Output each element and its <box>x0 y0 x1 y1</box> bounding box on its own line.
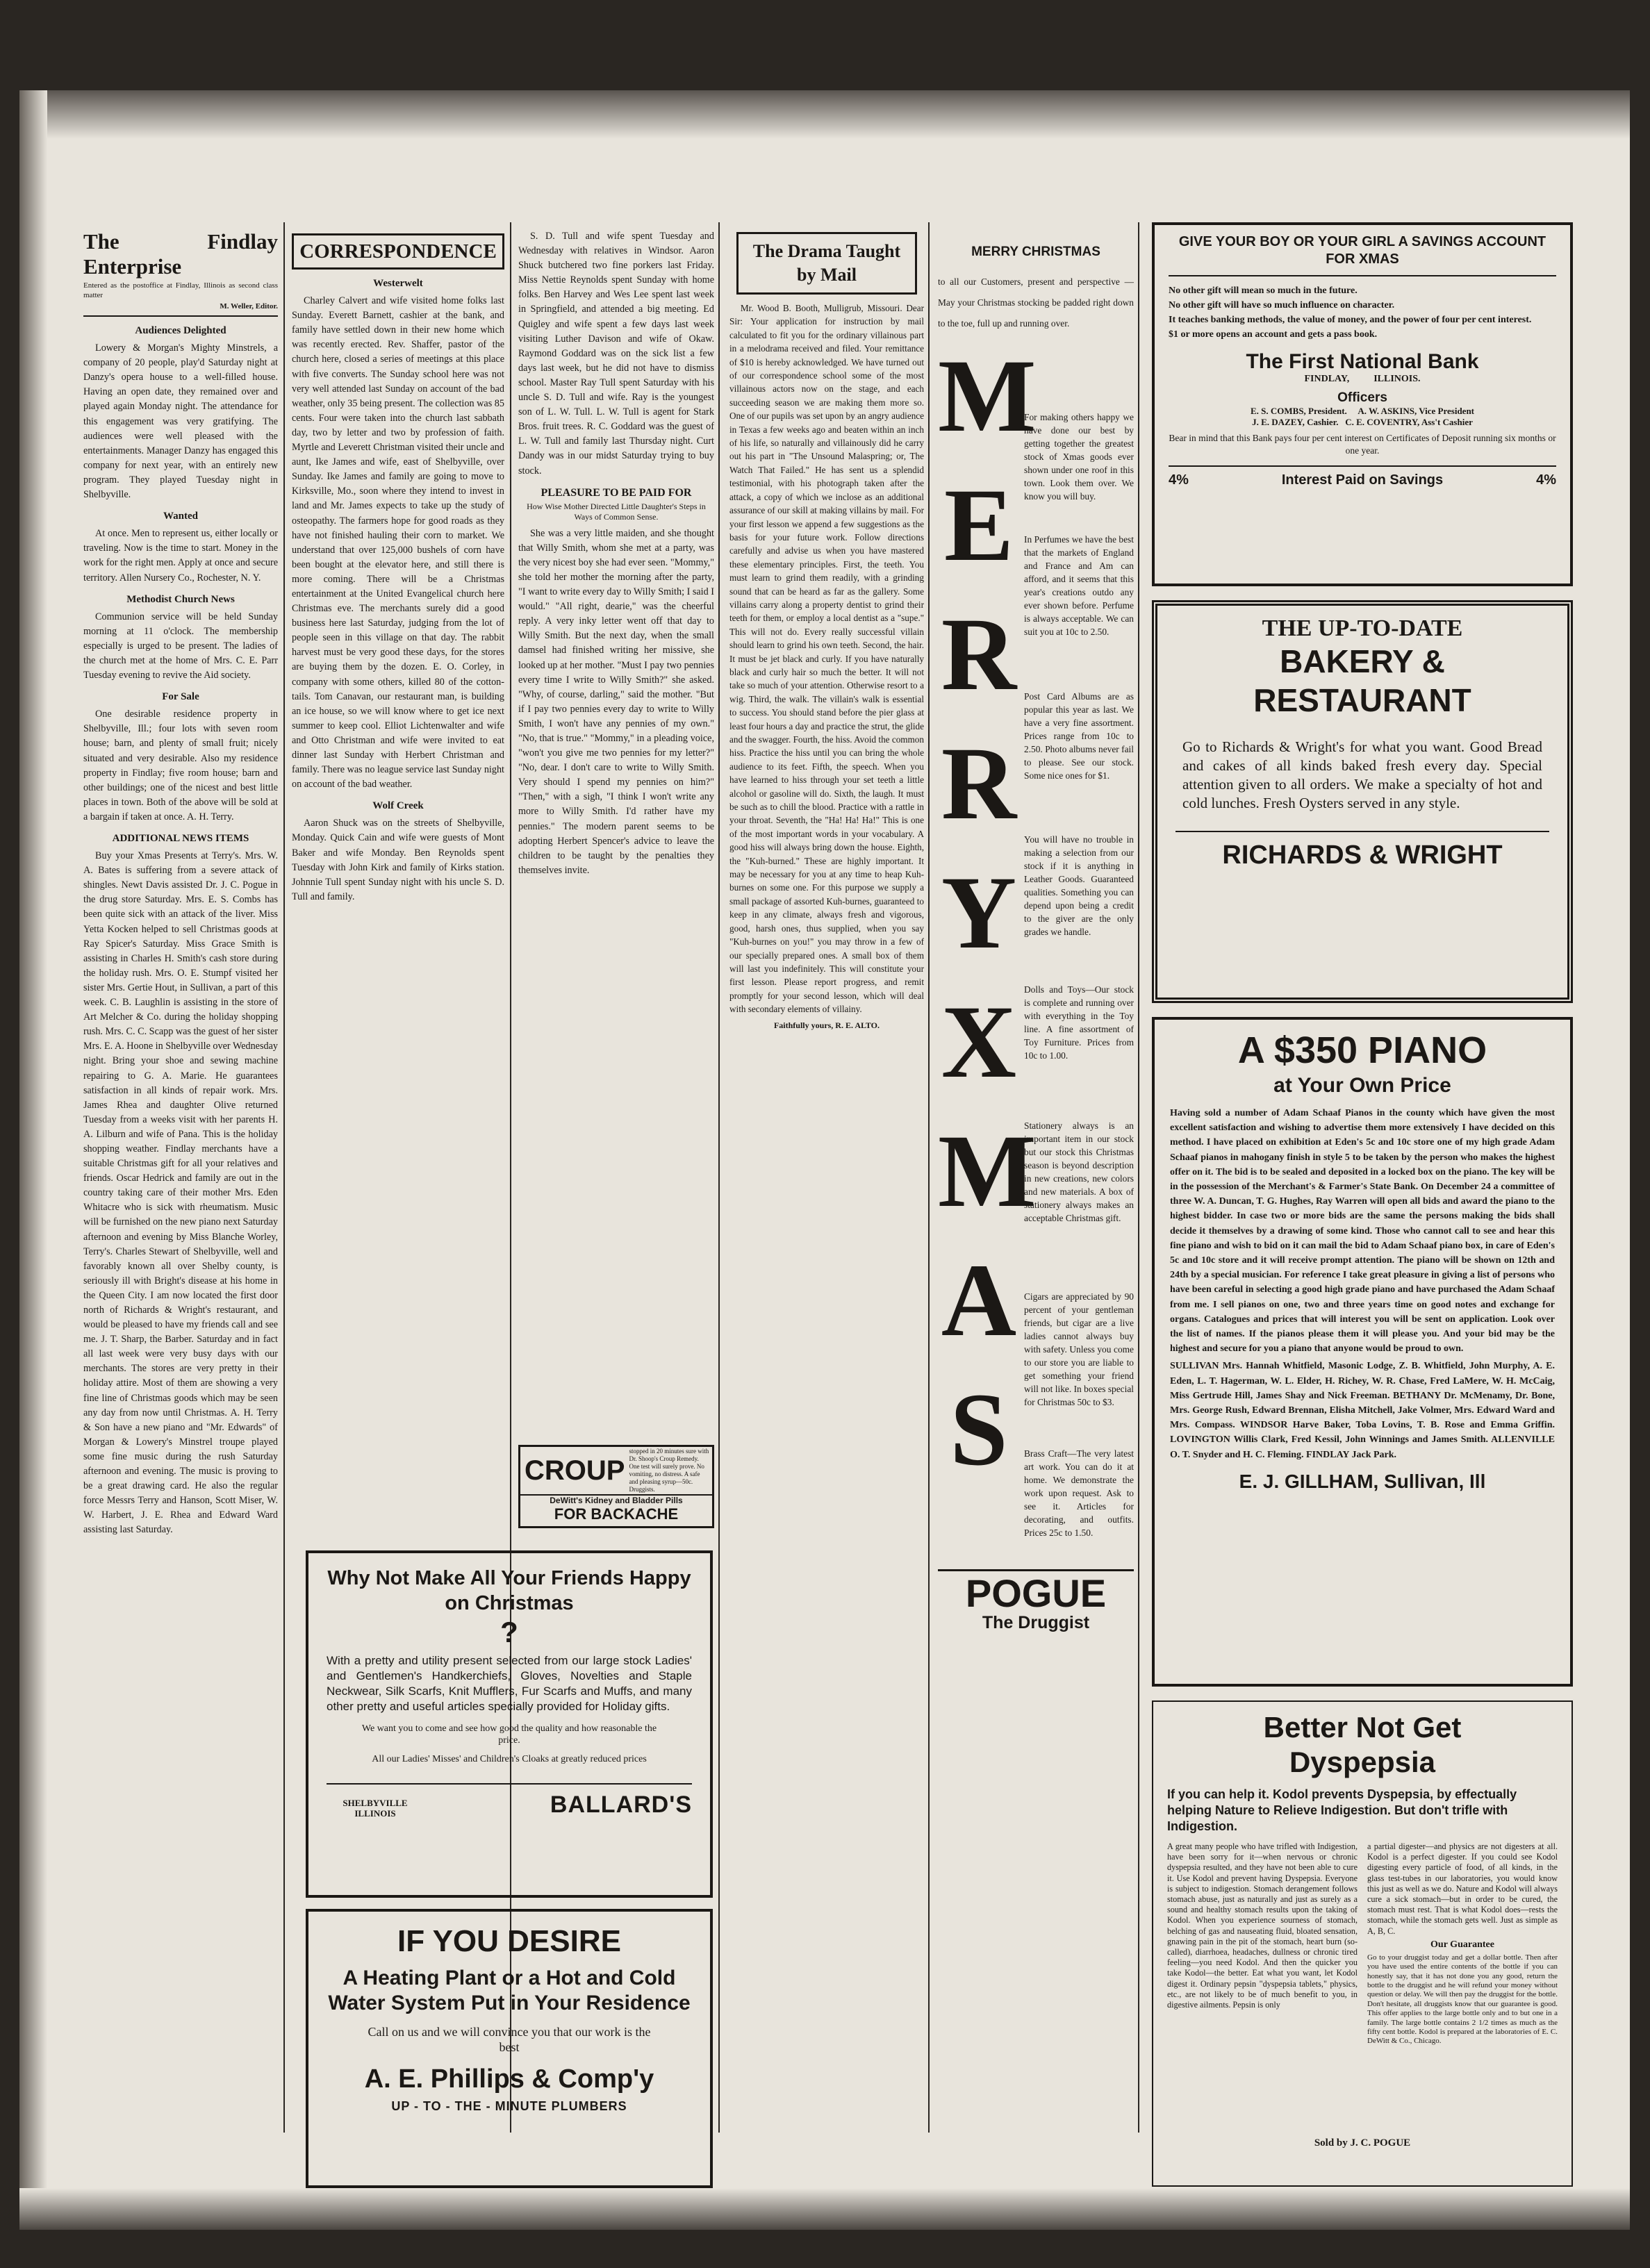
piano-subheadline: at Your Own Price <box>1273 1074 1451 1097</box>
dewitt-pills: DeWitt's Kidney and Bladder Pills <box>550 1496 683 1505</box>
bank-location: FINDLAY, ILLINOIS. <box>1304 374 1421 384</box>
masthead <box>83 229 278 317</box>
section-text: Charley Calvert and wife visited home folks last Sunday. Everett Barnett, cashier at the bank, and family have settled down in their new home which was recently erected. Rev. Shaffer, pastor of the church here, closed a series of meetings at this place with five converts. The Sunday school here was not very well attended last Sunday on account of the bad weather, only 35 being present. The collection was 85 cents. Four were taken into the church last sabbath day, two by letter and two by profession of faith. Myrtle and Leverett Christman visited their uncle and aunt, Ike James and wife, east of Shelbyville, over Sunday. Ike James and family are going to move to Kirksville, Mo., soon where they intend to invest in land and Mr. James expects to take up the study of osteopathy. The farmers hope for good roads as they have not finished hauling their corn to market. We understand that over 125,000 bushels of corn have been bought at the elevator here, and still there is more coming. There will be a Christmas entertainment at the United Evangelical church here Christmas eve. The merchants surely did a good business here last Saturday, judging from the lot of people seen in this village on that day. The rabbit harvest must be very good these days, for the stores are buying them by the dozen. E. O. Corley, in company with some others, killed 80 of the cotton-tails. Tom Canavan, our restaurant man, is building an ice house, so we will know where to get ice next summer to keep cool. Elliot Lichtenwalter and wife and Otto Christman and wife were invited to eat dinner last Sunday with Herbert Christman and family. There was no league service last Sunday night on account of the bad weather. <box>292 295 504 791</box>
column-1 <box>83 229 278 2139</box>
article-heading: Audiences Delighted <box>135 325 226 336</box>
pogue-note: Stationery always is an important item in our stock but our stock this Christmas season is beyond description in new creations, new colors and new materials. A box of stationery always makes an acceptable Christmas gift. <box>1024 1120 1134 1224</box>
pogue-note: In Perfumes we have the best that the markets of England and France and Am can afford, and it seems that this year's creations outdo any ever shown before. Perfume is always acceptable. We can suit you at 10c to 2.50. <box>1024 534 1134 638</box>
kodol-guarantee-heading: Our Guarantee <box>1430 1939 1494 1950</box>
news-text: S. D. Tull and wife spent Tuesday and Wednesday with relatives in Windsor. Aaron Shuck butchered two fine porkers last Friday. Miss Nettie Reynolds spent Sunday with home folks. Ben Harvey and Wes Lee spent last week in Springfield, and attended a big meeting. Ed Quigley and wife spent a few days last week visiting Luther Davison and wife of Okaw. Raymond Goddard was on the sick list a few days last week, but he did not have to dismiss school. Master Ray Tull spent Saturday with his uncle S. D. Tull and wife. Ray is the youngest son of L. W. Tull. L. W. Tull is agent for Stark Bros. fruit trees. R. C. Goddard was the guest of L. W. Tull and family last Thursday night. Curt Dandy was in our midst Saturday trying to buy stock. <box>518 231 714 477</box>
pogue-name: POGUE <box>938 1569 1134 1616</box>
ballards-title: Why Not Make All Your Friends Happy on Christmas <box>327 1567 691 1614</box>
article-text: At once. Men to represent us, either locally or traveling. Now is the time to start. Money in the work for the right men. Apply at once and secure territory. Allen Nursery Co., Rochester, N. Y. <box>83 528 278 583</box>
bank-ad <box>1152 222 1573 586</box>
phillips-heading: IF YOU DESIRE <box>397 1924 621 1958</box>
bank-name: The First National Bank <box>1246 350 1479 373</box>
bakery-headline-2: BAKERY & RESTAURANT <box>1253 643 1471 718</box>
bakery-ad <box>1152 600 1573 1003</box>
bank-reason-2: No other gift will have so much influence on character. <box>1169 300 1395 311</box>
story-title: PLEASURE TO BE PAID FOR <box>541 486 692 499</box>
ballards-note-quality: We want you to come and see how good the quality and how reasonable the price. <box>361 1723 657 1746</box>
pogue-note: You will have no trouble in making a selection from our stock if it is anything in Leather Goods. Guaranteed qualities. Something you can depend upon being a credit to the giver are the only grades we handle. <box>1024 834 1134 938</box>
pogue-note: Dolls and Toys—Our stock is complete and running over with everything in the Toy line. A fine assortment of Toy Furniture. Prices from 10c to 1.00. <box>1024 984 1134 1061</box>
article-heading: For Sale <box>162 691 199 703</box>
ballards-town: SHELBYVILLE ILLINOIS <box>343 1798 408 1819</box>
letter-r: R <box>941 726 1017 842</box>
letter-m: M <box>938 338 1037 454</box>
article-text: One desirable residence property in Shelbyville, Ill.; four lots with seven room house; barn, and plenty of small fruit; nicely situated and very desirable. Also my residence property in Findlay; five room house; barn and other buildings; one of the nicest and best little places in town. Both of the above will be sold at a bargain if taken at once. A. H. Terry. <box>83 709 278 822</box>
phillips-tagline: UP - TO - THE - MINUTE PLUMBERS <box>391 2099 627 2113</box>
kodol-sold-by: Sold by J. C. POGUE <box>1314 2137 1411 2149</box>
letter-e: E <box>943 467 1014 583</box>
kodol-guarantee: Go to your druggist today and get a dollar bottle. Then after you have used the entire contents of the bottle if you can honestly say, that it has not done you any good, return the bottle to the druggist and he will refund your money without question or delay. We will then pay the druggist for the bottle. Don't hesitate, all druggists know that our guarantee is good. This offer applies to the large bottle only and to but one in a family. The large bottle contains 2 1/2 times as much as the fifty cent bottle. Kodol is prepared at the laboratories of E. C. DeWitt & Co., Chicago. <box>1367 1953 1558 2046</box>
article-text: Communion service will be held Sunday morning at 11 o'clock. The membership especially is urged to be present. The ladies of the church met at the home of Mrs. C. E. Parr Tuesday evening to revive the Aid society. <box>83 611 278 681</box>
column-rule <box>928 222 930 2133</box>
section-heading: Wolf Creek <box>372 800 424 812</box>
pogue-intro: to all our Customers, present and perspective — May your Christmas stocking be padded right down to the toe, full up and running over. <box>938 276 1134 329</box>
pogue-merry-christmas: MERRY CHRISTMAS <box>971 245 1100 259</box>
column-4 <box>729 229 924 2146</box>
pogue-letters <box>938 338 1037 1562</box>
bank-officers-heading: Officers <box>1337 390 1387 405</box>
kodol-right-column: a partial digester—and physics are not digesters at all. Kodol is a perfect digester. If you could see Kodol digesting every particle of food, of all kinds, in the glass test-tubes in our laboratories, you would know this just as well as we do. Nature and Kodol will always cure a sick stomach—but in order to be cured, the stomach must rest. That is what Kodol does—rests the stomach, while the stomach gets well. Just as simple as A, B, C. <box>1367 1841 1558 1936</box>
column-rule <box>718 222 720 2133</box>
ballards-ad <box>306 1550 713 1898</box>
drama-signature: Faithfully yours, R. E. ALTO. <box>773 1020 880 1030</box>
bank-percent-right: 4% <box>1536 472 1556 488</box>
croup-ad <box>518 1445 714 1528</box>
letter-y: Y <box>941 855 1017 971</box>
bank-percent-left: 4% <box>1169 472 1189 488</box>
scan-edge-bottom <box>19 2188 1630 2230</box>
kodol-ad <box>1152 1700 1573 2187</box>
correspondence-banner: CORRESPONDENCE <box>292 233 504 270</box>
bakery-body: Go to Richards & Wright's for what you want. Good Bread and cakes of all kinds baked fresh every day. Special attention given to all orders. We make a specialty of hot and cold lunches. Fresh Oysters served in any style. <box>1182 738 1542 811</box>
ballards-note-cloaks: All our Ladies' Misses' and Children's Cloaks at greatly reduced prices <box>372 1754 647 1764</box>
column-rule <box>1138 222 1139 2133</box>
drama-title: The Drama Taught by Mail <box>736 232 917 295</box>
phillips-ad <box>306 1909 713 2188</box>
story-subtitle: How Wise Mother Directed Little Daughter's Steps in Ways of Common Sense. <box>527 501 706 522</box>
masthead-title: The Findlay Enterprise <box>83 229 278 279</box>
phillips-promise: Call on us and we will convince you that our work is the best <box>368 2025 651 2054</box>
phillips-name: A. E. Phillips & Comp'y <box>364 2064 654 2094</box>
ballards-body: With a pretty and utility present selected from our large stock Ladies' and Gentlemen's Handkerchiefs, Gloves, Novelties and Staple Neckwear, Silk Scarfs, Knit Mufflers, Fur Scarfs and Muffs, and many other pretty and useful articles specially provided for Holiday gifts. <box>327 1654 692 1713</box>
pogue-notes <box>1020 344 1134 1562</box>
piano-buyers: SULLIVAN Mrs. Hannah Whitfield, Masonic Lodge, Z. B. Whitfield, John Murphy, A. E. Eden, L. T. Hagerman, W. L. Elder, H. Richey, W. R. Chase, Fred LaMere, W. H. McCaig, Miss Gertrude Hill, James Shay and Nick Freeman. BETHANY Dr. McMenamy, Dr. Bone, Mrs. George Rush, Edward Brennan, Elisha Mitchell, Jake Volmer, Mrs. Edward Ward and Mrs. Compass. WINDSOR Harve Baker, Toba Lovins, T. B. Rose and Emma Griffin. LOVINGTON Willis Clark, Fred Kessil, John Winnings and James Smith. ALLENVILLE O. T. Snyder and H. C. Fleming. FINDLAY Jack Park. <box>1170 1361 1555 1460</box>
letter-r: R <box>941 597 1017 713</box>
drama-text: Mr. Wood B. Booth, Mulligrub, Missouri. Dear Sir: Your application for instruction by mail calculated to fit you for the ordinary villainous part in a melodrama received and filed. Your remittance of $10 is hereby acknowledged. We have turned out of our correspondence school some of the most villainous actors now on the stage, and each succeeding season we are making them more so. One of our pupils was set upon by an angry audience in Texas a few weeks ago and beaten within an inch of his life, so naturally and villainously did he carry out his part in "The Unsound Malaspring; or, The Watch That Failed." He has sent us a splendid testimonial, with his photograph taken after the attack, a copy of which we inclose as an additional assurance of our skill at making villains by mail. For your first lesson we append a few suggestions as the basis for your future work. Follow directions carefully and advise us when you have mastered these elementary principles. First, the teeth. You must learn to grind them readily, with a grinding sound that can be heard as far as the gallery. Some villains carry along a property dentist to grind their teeth for them, or employ a local dentist as a "supe." This will not do. Every really successful villain should learn to grind his own teeth. Second, the hair. It must be jet black and curly. If you have naturally black and curly hair so much the better. It will not take so much of your attention. Otherwise resort to a wig. Third, the walk. The villain's walk is essential to success. You should stand before the pier glass at least four hours a day and practice the strut, the glide and the swagger. Fourth, the hiss. Avoid the common hiss. Practice the hiss until you can bring the whole audience to its feet. Fifth, the speech. When you have learned to hiss through your set teeth a little alcohol or gasoline will do. Sixth, the laugh. It must be such as to chill the blood. Practice with a rattle in your throat. Seventh, the "Ha! Ha! Ha!" This is one of the most important words in your vocabulary. A good hiss will always bring down the house. Eighth, the "Kuh-burned." These are highly important. It may be necessary for you at any time to heap Kuh-burnes on some one. For this purpose we supply a small package of assorted Kuh-burnes, guaranteed to keep in any climate, always fresh and vigorous, good, harsh ones, thus supplied, when you say "Kuh-burnes on you!" you may throw in a few of our specially prepared ones. A small box of them will last you indefinitely. This will constitute your first lesson. Please report progress, and remit promptly for your second lesson, which will deal with secondary elements of villainy. <box>729 303 924 1015</box>
pogue-subtitle: The Druggist <box>982 1613 1090 1633</box>
piano-ad <box>1152 1017 1573 1687</box>
piano-headline: A $350 PIANO <box>1237 1029 1487 1071</box>
bakery-headline-1: THE UP-TO-DATE <box>1262 615 1463 641</box>
kodol-lead: If you can help it. Kodol prevents Dyspepsia, by effectually helping Nature to Relieve Indigestion. But don't trifle with Indigestion. <box>1167 1787 1517 1833</box>
scan-edge-left <box>19 90 47 2230</box>
phillips-offer: A Heating Plant or a Hot and Cold Water System Put in Your Residence <box>328 1967 691 2014</box>
kodol-headline-1: Better Not Get <box>1263 1711 1462 1744</box>
letter-x: X <box>941 984 1017 1100</box>
pogue-note: For making others happy we have done our best by getting together the greatest stock of Xmas goods ever shown under one roof in this town. Look them over. We know you will buy. <box>1024 412 1134 502</box>
dewitt-backache: FOR BACKACHE <box>554 1505 679 1523</box>
pogue-ad <box>938 236 1134 2181</box>
bank-note: Bear in mind that this Bank pays four per cent interest on Certificates of Deposit running six months or one year. <box>1169 433 1556 456</box>
bank-reason-3: It teaches banking methods, the value of money, and the power of four per cent interest. <box>1169 315 1532 325</box>
croup-word: CROUP <box>525 1455 625 1486</box>
masthead-entry-line: Entered as the postoffice at Findlay, Illinois as second class matter <box>83 281 278 299</box>
pogue-note: Brass Craft—The very latest art work. You can do it at home. We demonstrate the work upon request. Ask to see it. Articles for decorating, and outfits. Prices 25c to 1.50. <box>1024 1448 1134 1539</box>
bank-interest-label: Interest Paid on Savings <box>1281 472 1444 488</box>
article-heading: Wanted <box>163 511 198 522</box>
section-heading: Westerwelt <box>373 278 423 289</box>
kodol-left-column: A great many people who have trifled with Indigestion, have been sorry for it—when nervous or chronic dyspepsia resulted, and they have not been able to cure it. Use Kodol and prevent having Dyspepsia. Everyone is subject to indigestion. Stomach derangement follows stomach abuse, just as naturally and just as surely as a sound and healthy stomach results upon the taking of Kodol. When you experience sourness of stomach, belching of gas and nauseating fluid, bloated sensation, gnawing pain in the pit of the stomach, heart burn (so-called), diarrhoea, headaches, dullness or chronic tired feeling—you need Kodol. And then the quicker you take Kodol—the better. Eat what you want, let Kodol digest it. Ordinary pepsin "dyspepsia tablets," physics, etc., are not likely to be of much benefit to you, in digestive ailments. Pepsin is only <box>1167 1841 1358 2010</box>
croup-text: stopped in 20 minutes sure with Dr. Shoop's Croup Remedy. One test will surely prove. No vomiting, no distress. A safe and pleasing syrup—50c. Druggists. <box>629 1448 709 1493</box>
letter-a: A <box>941 1243 1017 1359</box>
ballards-name: BALLARD'S <box>550 1791 692 1818</box>
bank-officers-1: E. S. COMBS, President. A. W. ASKINS, Vice President <box>1250 406 1475 416</box>
kodol-headline-2: Dyspepsia <box>1289 1746 1436 1778</box>
letter-m: M <box>938 1114 1037 1230</box>
pogue-note: Cigars are appreciated by 90 percent of your gentleman friends, but cigar are a live ladies cannot always buy with safety. Unless you come to our store you are liable to get something your friend will not like. In boxes special for Christmas 50c to $3. <box>1024 1291 1134 1408</box>
bank-headline: GIVE YOUR BOY OR YOUR GIRL A SAVINGS ACCOUNT FOR XMAS <box>1169 233 1556 276</box>
column-rule <box>283 222 285 2133</box>
article-text: Buy your Xmas Presents at Terry's. Mrs. W. A. Bates is suffering from a severe attack of shingles. Newt Davis assisted Dr. J. C. Pogue in the drug store Saturday. Mrs. E. S. Combs has been quite sick with an attack of the liver. Miss Yetta Kocken helped to sell Christmas goods at Ray Spicer's Saturday. Miss Grace Smith is assisting in Charles H. Smith's cash store during the holiday rush. Mrs. O. E. Stumpf visited her sister Mrs. Gertie Hout, in Sullivan, a part of this week. C. B. Laughlin is assisting in the store of Art Melcher & Co. during the holiday shopping rush. Mrs. C. C. Scapp was the guest of her sister Mrs. E. A. Hoone in Shelbyville over Wednesday night. Bring your shoe and sewing machine repairing to G. A. Marie. He guarantees satisfaction in all kinds of repair work. Mrs. James Rhea and daughter Olive returned Tuesday from a weeks visit with her parents H. A. Lilburn and wife of Pana. This is the holiday shopping weather. Findlay merchants have a suitable Christmas gift for all your relatives and friends. Oscar Hedrick and family are out in the country taking care of their mother Mrs. Eden Whitacre who is sick with rheumatism. Music will be furnished on the new piano next Saturday afternoon and evening by Miss Blanche Worley, Terry's. Charles Stewart of Shelbyville, well and favorably known all over Shelby county, is seriously ill with Bright's disease at his home in the Queen City. I am now located the first door north of Richards & Wright's restaurant, and would be pleased to have my friends call and see me. J. T. Sharp, the Barber. Saturday and in fact all last week were very busy days with our merchants. The stores are very pretty in their holiday attire. Most of them are showing a very fine line of Christmas goods which may be seen any day from now until Christmas. A. H. Terry & Son have a new piano and "Mr. Edwards" of Morgan & Lowery's Minstrel troupe played some fine music during the rush Saturday afternoon and evening. The music is proving to be a great drawing card. He also the regular force Messrs Terry and Hanson, Scott Miser, W. W. Harbert, J. E. Rhea and Edward Ward assisting last Saturday. <box>83 850 278 1536</box>
piano-body: Having sold a number of Adam Schaaf Pianos in the county which have given the most excellent satisfaction and wishing to advertise them more extensively I have decided on this method. I have placed on exhibition at Eden's 5c and 10c store one of my high grade Adam Schaaf pianos in mahogany finish in style 5 to be taken by the person who makes the highest offer on it. The bid is to be sealed and deposited in a locked box on the piano. The key will be in the possession of the Merchant's & Farmer's State Bank. On December 24 a committee of three W. A. Duncan, T. G. Hughes, Ray Warren will open all bids and award the piano to the highest bidder. In case two or more bids are the same the persons making the bids shall decide it themselves by a drawing of some kind. Those who cannot call to see and hear this fine piano and wish to bid on it can mail the bid to Adam Schaaf piano box, in care of Eden's 5c and 10c store and it will receive prompt attention. The piano will be shown on 12th and 24th by a special musician. For reference I take great pleasure in giving a list of persons who have been careful in selecting a good high grade piano and have purchased the Adam Schaaf from me. I sell pianos on one, two and three years time on good notes and exchange for organs. Catalogues and prices that will interest you will be sent on application. Look over the list of names. If the pianos please them it will please you. And your bid may be the highest and secure for you a piano that anyone would be proud to own. <box>1170 1108 1555 1355</box>
article-text: Lowery & Morgan's Mighty Minstrels, a company of 20 people, play'd Saturday night at Danzy's opera house to a well-filled house. Having an open date, they remained over and played again Monday night. The attendance for this engagement was very gratifying. The audiences were well pleased with the entertainments. Manager Danzy has engaged this company for next year, with an entirely new program. They played Tuesday night in Shelbyville. <box>83 342 278 501</box>
story-text: She was a very little maiden, and she thought that Willy Smith, whom she met at a party, was the very nicest boy she had ever seen. "Mommy," she told her mother the morning after the party, "I want to write every day to Willy Smith; I said I would." "All right, dearie," was the cheerful reply. A very inky letter went off that day to Willy Smith. But the next day, when the small damsel had finished writing her missive, she looked up at her mother. "Must I pay two pennies every time I write to Willy Smith?" she asked. "Why, of course, darling," said the mother. "But if I pay two pennies every day to write to Willy Smith, I won't have any pennies of my own." "No, that is true." "Mommy," in a pleading voice, "won't you give me two pennies for my letter?" "No, dear. I don't care to write to Willy Smith. Very should I spend my pennies on him?" "Then," with a sigh, "I think I won't write any more to Willy Smith. I'd rather have my pennies." The modern parent seems to be adopting Herbert Spencer's advice to leave the children to be taught by the penalties they themselves invite. <box>518 527 714 876</box>
bank-officers-2: J. E. DAZEY, Cashier. C. E. COVENTRY, Ass't Cashier <box>1252 417 1473 427</box>
section-text: Aaron Shuck was on the streets of Shelbyville, Monday. Quick Cain and wife were guests of Mont Baker and wife Monday. Ben Reynolds spent Tuesday with John Kirk and family of Kirks station. Johnnie Tull spent Sunday night with his uncle S. D. Tull and family. <box>292 818 504 902</box>
bank-reason-1: No other gift will mean so much in the future. <box>1169 285 1358 296</box>
bakery-name: RICHARDS & WRIGHT <box>1175 831 1549 870</box>
bank-reason-4: $1 or more opens an account and gets a pass book. <box>1169 329 1378 340</box>
article-heading: ADDITIONAL NEWS ITEMS <box>112 833 249 844</box>
column-3 <box>518 229 714 1445</box>
piano-signature: E. J. GILLHAM, Sullivan, Ill <box>1239 1470 1486 1492</box>
letter-s: S <box>950 1372 1008 1488</box>
pogue-note: Post Card Albums are as popular this year as last. We have a very fine assortment. Prices range from 10c to 2.50. Photo albums never fail to please. See our stock. Some nice ones for $1. <box>1024 691 1134 781</box>
scan-edge-top <box>19 90 1630 139</box>
masthead-editor: M. Weller, Editor. <box>220 302 278 311</box>
newspaper-page <box>19 90 1630 2230</box>
ballards-question-mark: ? <box>500 1616 518 1648</box>
article-heading: Methodist Church News <box>126 593 235 605</box>
